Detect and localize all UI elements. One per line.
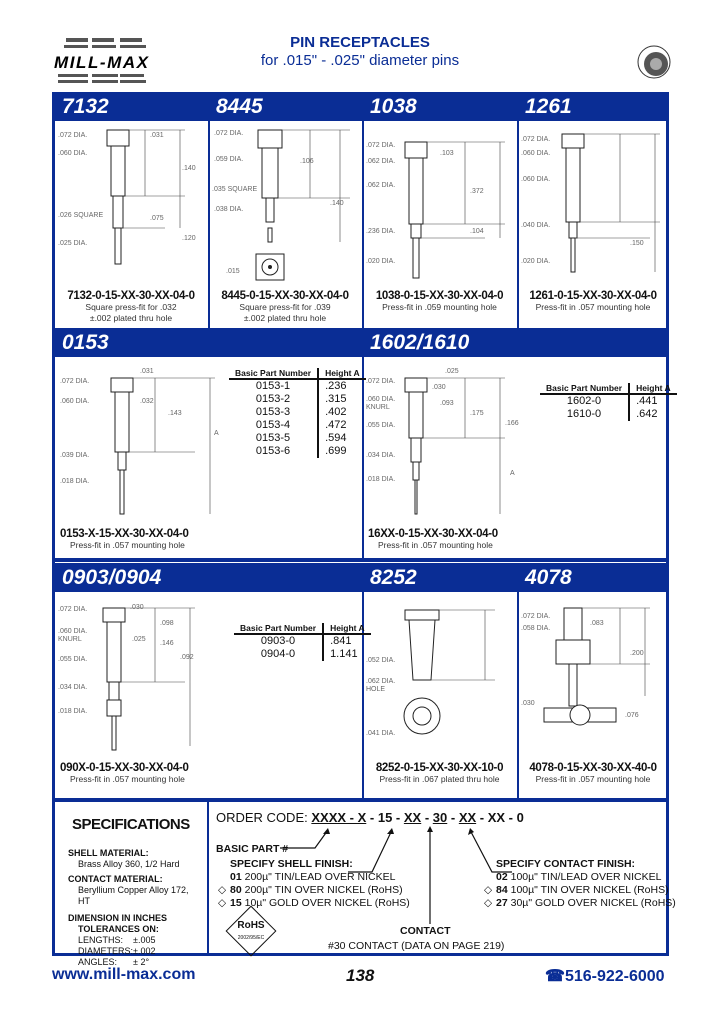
part-0903 (60, 762, 189, 785)
rohs-directive: 2002/95/EC (237, 935, 265, 941)
order-code: 8445-0-15-XX-30-XX-04-0 (221, 290, 349, 302)
dim-label: .104 (470, 228, 484, 235)
rohs-diamond-icon: ◇ (218, 884, 227, 896)
specifications-title: SPECIFICATIONS (72, 816, 190, 833)
finish-option (218, 897, 410, 910)
dim-label: .030 (521, 700, 535, 707)
order-code: 1261-0-15-XX-30-XX-04-0 (529, 290, 657, 302)
dim-label: .062 DIA. (366, 182, 396, 189)
height-table-1602 (540, 383, 677, 421)
dim-label: .035 SQUARE (212, 186, 258, 193)
table-cell: 0904-0 (234, 648, 323, 661)
finish-code: 15 (230, 897, 242, 909)
table-cell: .402 (325, 406, 347, 418)
page-number: 138 (346, 966, 375, 985)
dim-label: .072 DIA. (60, 378, 90, 385)
table-cell: .594 (325, 432, 347, 444)
table-cell: 1602-0 (540, 394, 629, 408)
spec-value: ±.002 (133, 946, 156, 956)
order-code-line: ORDER CODE: XXXX - X - 15 - XX - 30 - XX - XX - 0 (216, 810, 524, 825)
order-code-segment: XXXX - X (311, 810, 367, 825)
part-1261 (517, 290, 669, 313)
table-header: Basic Part Number (540, 383, 629, 394)
finish-text: 30µ" GOLD OVER NICKEL (RoHS) (510, 897, 676, 909)
spec-value: ± 2° (133, 957, 150, 967)
dim-label: .106 (300, 158, 314, 165)
finish-code: 27 (496, 897, 508, 909)
dim-label: .041 DIA. (366, 730, 396, 737)
dim-label: .140 (330, 200, 344, 207)
table-cell: 0153-1 (229, 379, 318, 393)
dim-label: .055 DIA. (58, 656, 88, 663)
spec-label: SHELL MATERIAL: (68, 848, 149, 858)
dim-label: .236 DIA. (366, 228, 396, 235)
finish-code: 84 (496, 884, 508, 896)
series-1038-title: 1038 (370, 95, 417, 118)
order-code-segment: 0 (516, 810, 524, 825)
order-code: 1038-0-15-XX-30-XX-04-0 (375, 290, 504, 302)
finish-option (484, 897, 676, 910)
part-4078 (517, 762, 669, 785)
part-description: Square press-fit for .039 ±.002 plated thru hole (239, 302, 331, 323)
phone-icon: ☎ (545, 968, 565, 985)
table-cell: 0153-2 (229, 393, 318, 406)
series-1261-title: 1261 (525, 95, 572, 118)
part-description: Press-fit in .059 mounting hole (382, 302, 497, 312)
table-cell: .699 (325, 445, 347, 457)
part-description: Press-fit in .057 mounting hole (70, 540, 185, 550)
order-code: 8252-0-15-XX-30-XX-10-0 (375, 762, 504, 774)
basic-part-label: BASIC PART # (216, 843, 289, 855)
contact-text: #30 CONTACT (DATA ON PAGE 219) (328, 940, 505, 952)
table-header: Height A (323, 623, 371, 634)
series-0903-title: 0903/0904 (62, 566, 162, 589)
order-code: 16XX-0-15-XX-30-XX-04-0 (368, 528, 498, 540)
order-code-segment: XX (458, 810, 477, 825)
dim-label: .060 DIA. (521, 150, 551, 157)
rohs-diamond-icon: ◇ (218, 897, 227, 909)
table-cell: 0153-4 (229, 419, 318, 432)
dim-label: .200 (630, 650, 644, 657)
finish-option (230, 871, 410, 884)
dim-label: .143 (168, 410, 182, 417)
dim-label: .120 (182, 235, 196, 242)
finish-code: 02 (496, 871, 508, 883)
dim-label: .092 (180, 654, 194, 661)
finish-text: 10µ" GOLD OVER NICKEL (RoHS) (244, 897, 410, 909)
part-0153 (60, 528, 189, 551)
dim-label: .025 DIA. (58, 240, 88, 247)
spec-value: Beryllium Copper Alloy 172, HT (78, 885, 189, 906)
table-header: Basic Part Number (229, 368, 318, 379)
part-8252 (362, 762, 517, 785)
series-4078-title: 4078 (525, 566, 572, 589)
order-code: 7132-0-15-XX-30-XX-04-0 (67, 290, 195, 302)
phone-number (545, 966, 665, 986)
dim-label: .150 (630, 240, 644, 247)
specifications-list (68, 848, 203, 968)
page-subtitle: for .015" - .025" diameter pins (260, 52, 460, 69)
dim-label: .072 DIA. (58, 606, 88, 613)
table-header: Height A (629, 383, 677, 394)
order-code-segment: XX (403, 810, 422, 825)
dim-label: .060 DIA. KNURL (366, 396, 396, 411)
spec-label: DIMENSION IN INCHES (68, 913, 168, 923)
dim-label: .040 DIA. (521, 222, 551, 229)
finish-text: 200µ" TIN/LEAD OVER NICKEL (244, 871, 396, 883)
drawing-0903 (55, 596, 225, 756)
dim-label: .072 DIA. (521, 613, 551, 620)
dim-label: .140 (182, 165, 196, 172)
dim-label: .062 DIA. (366, 158, 396, 165)
table-cell: .472 (325, 419, 347, 431)
series-8252-title: 8252 (370, 566, 417, 589)
part-description: Press-fit in .057 mounting hole (535, 774, 651, 784)
dim-label: .060 DIA. (58, 150, 88, 157)
dim-label: .146 (160, 640, 174, 647)
page-title: PIN RECEPTACLES (290, 34, 430, 51)
order-code-segment: XX (487, 810, 506, 825)
part-description: Press-fit in .057 mounting hole (535, 302, 651, 312)
spec-label: DIAMETERS: (78, 946, 134, 956)
finish-text: 100µ" TIN OVER NICKEL (RoHS) (510, 884, 669, 896)
order-code: 4078-0-15-XX-30-XX-40-0 (529, 762, 657, 774)
dim-label: .038 DIA. (214, 206, 244, 213)
finish-code: 80 (230, 884, 242, 896)
spec-value: Brass Alloy 360, 1/2 Hard (78, 859, 180, 869)
table-cell: .441 (636, 395, 658, 407)
part-description: Press-fit in .057 mounting hole (378, 540, 493, 550)
spec-label: CONTACT MATERIAL: (68, 874, 163, 884)
precision-seal-icon (636, 40, 672, 89)
dim-label: .072 DIA. (366, 142, 396, 149)
rohs-diamond-icon: ◇ (484, 884, 493, 896)
finish-option (218, 884, 410, 897)
order-code-segment: 15 (377, 810, 393, 825)
dim-label: .034 DIA. (58, 684, 88, 691)
table-cell: 0903-0 (234, 634, 323, 648)
part-description: Square press-fit for .032 ±.002 plated thru hole (85, 302, 177, 323)
spec-label: TOLERANCES ON: (78, 924, 159, 934)
row1-header (52, 92, 669, 121)
dim-label: .072 DIA. (521, 136, 551, 143)
dim-label: .175 (470, 410, 484, 417)
dim-label: .020 DIA. (521, 258, 551, 265)
dim-label: .072 DIA. (58, 132, 88, 139)
table-cell: 0153-3 (229, 406, 318, 419)
rohs-diamond-icon: ◇ (484, 897, 493, 909)
phone-text: 516-922-6000 (564, 968, 665, 985)
finish-option (496, 871, 676, 884)
dim-label: .030 (130, 604, 144, 611)
dim-label: .093 (440, 400, 454, 407)
dim-label: .062 DIA. HOLE (366, 678, 396, 693)
finish-option (484, 884, 676, 897)
part-description: Press-fit in .057 mounting hole (70, 774, 185, 784)
dim-label: .059 DIA. (214, 156, 244, 163)
table-cell: 1.141 (330, 648, 358, 660)
finish-text: 200µ" TIN OVER NICKEL (RoHS) (244, 884, 403, 896)
spec-label: ANGLES: (78, 957, 118, 967)
svg-text:MILL-MAX: MILL-MAX (54, 53, 148, 72)
dim-label: .166 (505, 420, 519, 427)
dim-label: .018 DIA. (60, 478, 90, 485)
finish-text: 100µ" TIN/LEAD OVER NICKEL (510, 871, 662, 883)
dim-label: .072 DIA. (214, 130, 244, 137)
dim-label: .031 (140, 368, 154, 375)
series-8445-title: 8445 (216, 95, 263, 118)
order-code: 090X-0-15-XX-30-XX-04-0 (60, 762, 189, 774)
height-table-0903 (234, 623, 371, 661)
part-1038 (362, 290, 517, 313)
spec-value: ±.005 (133, 935, 156, 945)
shell-finish-title: SPECIFY SHELL FINISH: (230, 858, 353, 870)
dim-label: .055 DIA. (366, 422, 396, 429)
dim-label: .075 (150, 215, 164, 222)
website-link[interactable]: www.mill-max.com (52, 966, 196, 983)
dim-label: A (510, 470, 515, 477)
rohs-label: RoHS (237, 920, 265, 931)
dim-label: .103 (440, 150, 454, 157)
dim-label: .025 (132, 636, 146, 643)
table-header: Basic Part Number (234, 623, 323, 634)
order-code-label: ORDER CODE: (216, 810, 308, 825)
order-code: 0153-X-15-XX-30-XX-04-0 (60, 528, 189, 540)
dim-label: .060 DIA. (521, 176, 551, 183)
table-cell: 0153-6 (229, 445, 318, 458)
table-header: Height A (318, 368, 366, 379)
contact-label: CONTACT (400, 925, 451, 937)
dim-label: .372 (470, 188, 484, 195)
table-cell: .642 (636, 408, 658, 420)
series-1602-title: 1602/1610 (370, 331, 470, 354)
part-1602 (368, 528, 498, 551)
table-cell: 1610-0 (540, 408, 629, 421)
drawing-7132 (55, 122, 205, 282)
spec-label: LENGTHS: (78, 935, 124, 945)
table-cell: .315 (325, 393, 347, 405)
dim-label: .025 (445, 368, 459, 375)
dim-label: .018 DIA. (366, 476, 396, 483)
dim-label: .030 (432, 384, 446, 391)
table-cell: 0153-5 (229, 432, 318, 445)
dim-label: .034 DIA. (366, 452, 396, 459)
dim-label: .076 (625, 712, 639, 719)
series-7132-title: 7132 (62, 95, 109, 118)
part-7132 (54, 290, 208, 324)
part-description: Press-fit in .067 plated thru hole (379, 774, 500, 784)
part-8445 (208, 290, 362, 324)
dim-label: .020 DIA. (366, 258, 396, 265)
contact-finish-title: SPECIFY CONTACT FINISH: (496, 858, 636, 870)
dim-label: .098 (160, 620, 174, 627)
dim-label: .015 (226, 268, 240, 275)
dim-label: .083 (590, 620, 604, 627)
finish-code: 01 (230, 871, 242, 883)
dim-label: .026 SQUARE (58, 212, 104, 219)
dim-label: .032 (140, 398, 154, 405)
height-table-0153 (229, 368, 366, 458)
dim-label: .052 DIA. (366, 657, 396, 664)
dim-label: .060 DIA. (60, 398, 90, 405)
table-cell: .236 (325, 380, 347, 392)
dim-label: .058 DIA. (521, 625, 551, 632)
row2-header (52, 328, 669, 357)
shell-finish-options (218, 858, 410, 910)
contact-finish-options (484, 858, 676, 910)
dim-label: .072 DIA. (366, 378, 396, 385)
series-0153-title: 0153 (62, 331, 109, 354)
dim-label: .039 DIA. (60, 452, 90, 459)
dim-label: A (214, 430, 219, 437)
dim-label: .018 DIA. (58, 708, 88, 715)
dim-label: .031 (150, 132, 164, 139)
table-cell: .841 (330, 635, 352, 647)
order-code-segment: 30 (432, 810, 448, 825)
dim-label: .060 DIA. KNURL (58, 628, 88, 643)
